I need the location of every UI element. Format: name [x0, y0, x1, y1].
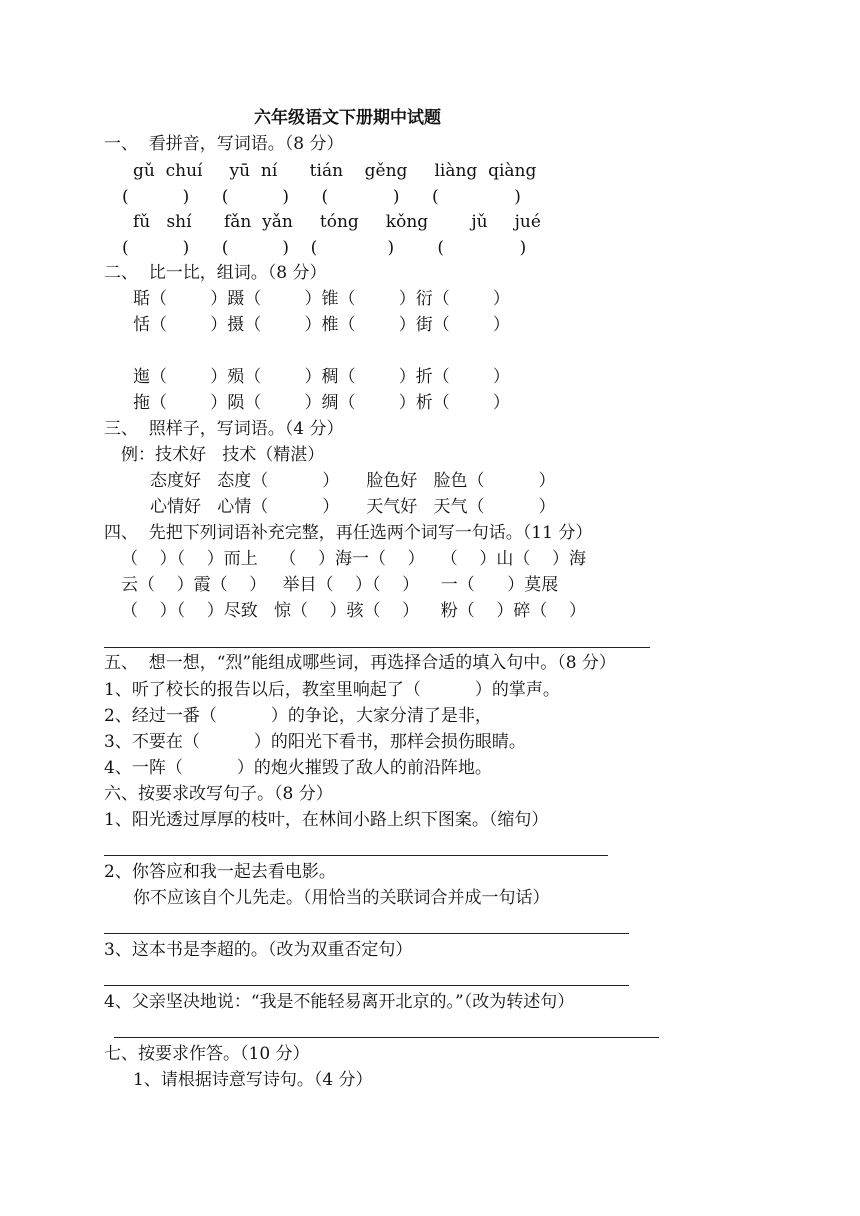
question-5-4[interactable]: 4、一阵（ ）的炮火摧毁了敌人的前沿阵地。 — [104, 758, 492, 778]
idiom-row-2[interactable]: 云（ ）霞（ ） 举目（ ）（ ） 一（ ）莫展 — [121, 575, 559, 595]
compare-row-2[interactable]: 恬（ ）摄（ ）椎（ ）街（ ） — [133, 315, 510, 335]
question-5-1[interactable]: 1、听了校长的报告以后，教室里响起了（ ）的掌声。 — [104, 680, 560, 700]
idiom-row-1[interactable]: （ ）（ ）而上 （ ）海一（ ） （ ）山（ ）海 — [121, 549, 587, 569]
idiom-row-3[interactable]: （ ）（ ）尽致 惊（ ）骇（ ） 粉（ ）碎（ ） — [121, 601, 587, 621]
answer-line-6-4[interactable] — [114, 1037, 659, 1038]
pinyin-row-1: gǔ chuí yū ní tián gěng liàng qiàng — [133, 161, 537, 181]
question-6-2-a: 2、你答应和我一起去看电影。 — [104, 862, 336, 882]
section-6-heading: 六、按要求改写句子。（8 分） — [104, 784, 333, 804]
answer-line-sentence[interactable] — [104, 647, 650, 648]
question-6-1: 1、阳光透过厚厚的枝叶，在林间小路上织下图案。（缩句） — [104, 810, 549, 830]
question-7-1: 1、请根据诗意写诗句。（4 分） — [133, 1070, 373, 1090]
section-5-heading: 五、 想一想，“烈”能组成哪些词，再选择合适的填入句中。（8 分） — [104, 653, 616, 673]
answer-line-6-1[interactable] — [104, 855, 608, 856]
answer-line-6-3[interactable] — [104, 985, 629, 986]
section-7-heading: 七、按要求作答。（10 分） — [104, 1044, 310, 1064]
section-4-heading: 四、 先把下列词语补充完整，再任选两个词写一句话。（11 分） — [104, 523, 593, 543]
compare-row-4[interactable]: 拖（ ）陨（ ）绸（ ）析（ ） — [133, 393, 510, 413]
question-5-2[interactable]: 2、经过一番（ ）的争论，大家分清了是非， — [104, 706, 492, 726]
answer-line-6-2[interactable] — [104, 933, 629, 934]
page-title: 六年级语文下册期中试题 — [254, 108, 441, 128]
example-line: 例：技术好 技术（精湛） — [121, 445, 325, 465]
question-6-4: 4、父亲坚决地说：“我是不能轻易离开北京的。”（改为转述句） — [104, 992, 575, 1012]
pattern-row-2[interactable]: 心情好 心情（ ） 天气好 天气（ ） — [150, 497, 556, 517]
answer-blanks-row-1[interactable]: ( ) ( ) ( ) ( ) — [122, 187, 521, 207]
question-6-3: 3、这本书是李超的。（改为双重否定句） — [104, 940, 413, 960]
answer-blanks-row-2[interactable]: ( ) ( ) ( ) ( ) — [122, 238, 527, 258]
section-1-heading: 一、 看拼音，写词语。（8 分） — [104, 134, 344, 154]
question-6-2-b: 你不应该自个儿先走。（用恰当的关联词合并成一句话） — [133, 888, 550, 908]
section-2-heading: 二、 比一比，组词。（8 分） — [104, 263, 327, 283]
pattern-row-1[interactable]: 态度好 态度（ ） 脸色好 脸色（ ） — [150, 471, 556, 491]
compare-row-1[interactable]: 聒（ ）蹑（ ）锥（ ）衍（ ） — [133, 289, 510, 309]
question-5-3[interactable]: 3、不要在（ ）的阳光下看书，那样会损伤眼睛。 — [104, 732, 526, 752]
pinyin-row-2: fǔ shí fǎn yǎn tóng kǒng jǔ jué — [133, 212, 541, 232]
section-3-heading: 三、 照样子，写词语。（4 分） — [104, 419, 344, 439]
compare-row-3[interactable]: 迤（ ）殒（ ）稠（ ）折（ ） — [133, 367, 510, 387]
